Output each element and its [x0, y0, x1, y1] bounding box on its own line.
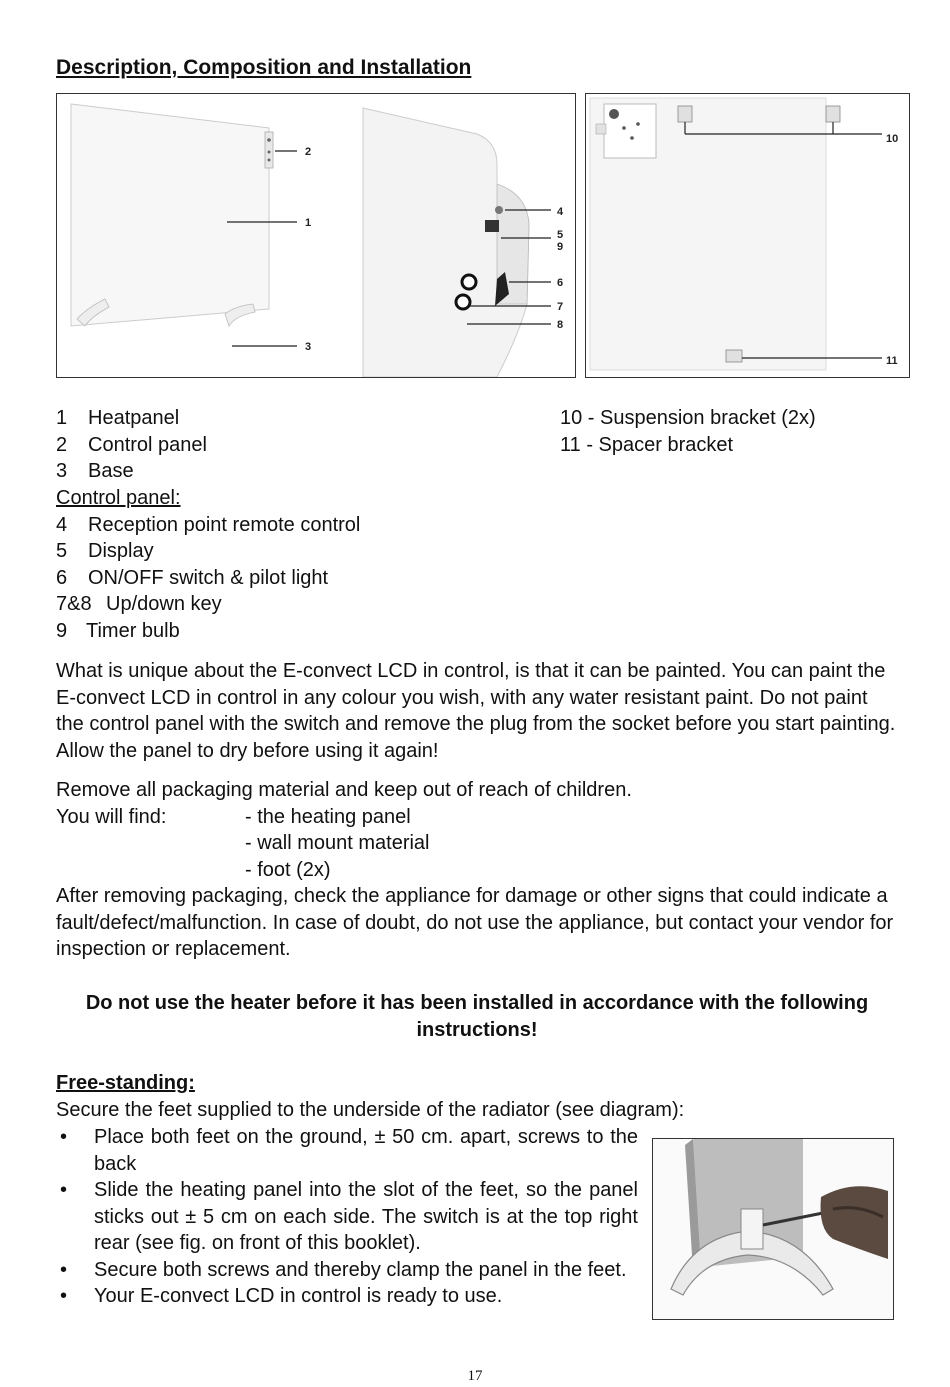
- callout-1: 1: [305, 217, 312, 229]
- heater-rear-figure: [585, 93, 910, 378]
- foot-installation-photo: [652, 1138, 894, 1320]
- control-item: 6 ON/OFF switch & pilot light: [56, 567, 329, 589]
- callout-2: 2: [305, 146, 312, 158]
- find-item: - wall mount material: [245, 832, 430, 854]
- warning-text: Do not use the heater before it has been installed in accordance with the following instructions!: [85, 992, 869, 1041]
- foot-illustration: [653, 1139, 893, 1319]
- installation-steps: [56, 1124, 638, 1310]
- callout-9: 9: [557, 241, 564, 253]
- page-number: 17: [467, 1368, 483, 1384]
- find-item: - foot (2x): [245, 859, 331, 881]
- list-item: • Secure both screws and thereby clamp the panel in the feet.: [56, 1257, 638, 1284]
- part-item: 3 Base: [56, 460, 134, 482]
- list-item: • Your E-convect LCD in control is ready to use.: [56, 1283, 638, 1310]
- part-item-right: 10 - Suspension bracket (2x): [560, 407, 816, 429]
- control-panel-heading: Control panel:: [56, 487, 181, 509]
- paint-paragraph: What is unique about the E-convect LCD in control, is that it can be painted. You can paint the E-convect LCD in control in any colour you wish, with any water resistant paint. Do not paint the control panel with the switch and remove the plug from the socket before you start painting. Allow the panel to dry before using it again!: [56, 660, 896, 762]
- heater-illustration: [57, 94, 575, 377]
- control-item: 7&8 Up/down key: [56, 593, 222, 615]
- control-item: 4 Reception point remote control: [56, 514, 361, 536]
- control-item: 5 Display: [56, 540, 154, 562]
- callout-10: 10: [886, 133, 899, 145]
- callout-6: 6: [557, 277, 564, 289]
- callout-7: 7: [557, 301, 564, 313]
- free-standing-heading: Free-standing:: [56, 1072, 195, 1094]
- part-item-right: 11 - Spacer bracket: [560, 434, 734, 456]
- callout-11: 11: [886, 355, 898, 367]
- rear-illustration: [586, 94, 909, 377]
- check-paragraph: After removing packaging, check the appliance for damage or other signs that could indicate a fault/defect/malfunction. In case of doubt, do not use the appliance, but contact your vendor for inspection or replacement.: [56, 885, 894, 960]
- packaging-line: Remove all packaging material and keep out of reach of children.: [56, 779, 632, 801]
- page-title: Description, Composition and Installation: [56, 56, 472, 79]
- control-item: 9 Timer bulb: [56, 620, 180, 642]
- part-item: 1 Heatpanel: [56, 407, 180, 429]
- callout-3: 3: [305, 341, 312, 353]
- list-item: • Slide the heating panel into the slot of the feet, so the panel sticks out ± 5 cm on each side. The switch is at the top right rear (see fig. on front of this booklet).: [56, 1177, 638, 1257]
- free-standing-intro: Secure the feet supplied to the underside of the radiator (see diagram):: [56, 1099, 685, 1121]
- callout-5: 5: [557, 229, 564, 241]
- find-item: - the heating panel: [245, 806, 411, 828]
- you-will-find-label: You will find:: [56, 806, 167, 828]
- list-item: • Place both feet on the ground, ± 50 cm. apart, screws to the back: [56, 1124, 638, 1177]
- heater-front-and-side-figure: [56, 93, 576, 378]
- callout-8: 8: [557, 319, 564, 331]
- callout-4: 4: [557, 206, 564, 218]
- part-item: 2 Control panel: [56, 434, 207, 456]
